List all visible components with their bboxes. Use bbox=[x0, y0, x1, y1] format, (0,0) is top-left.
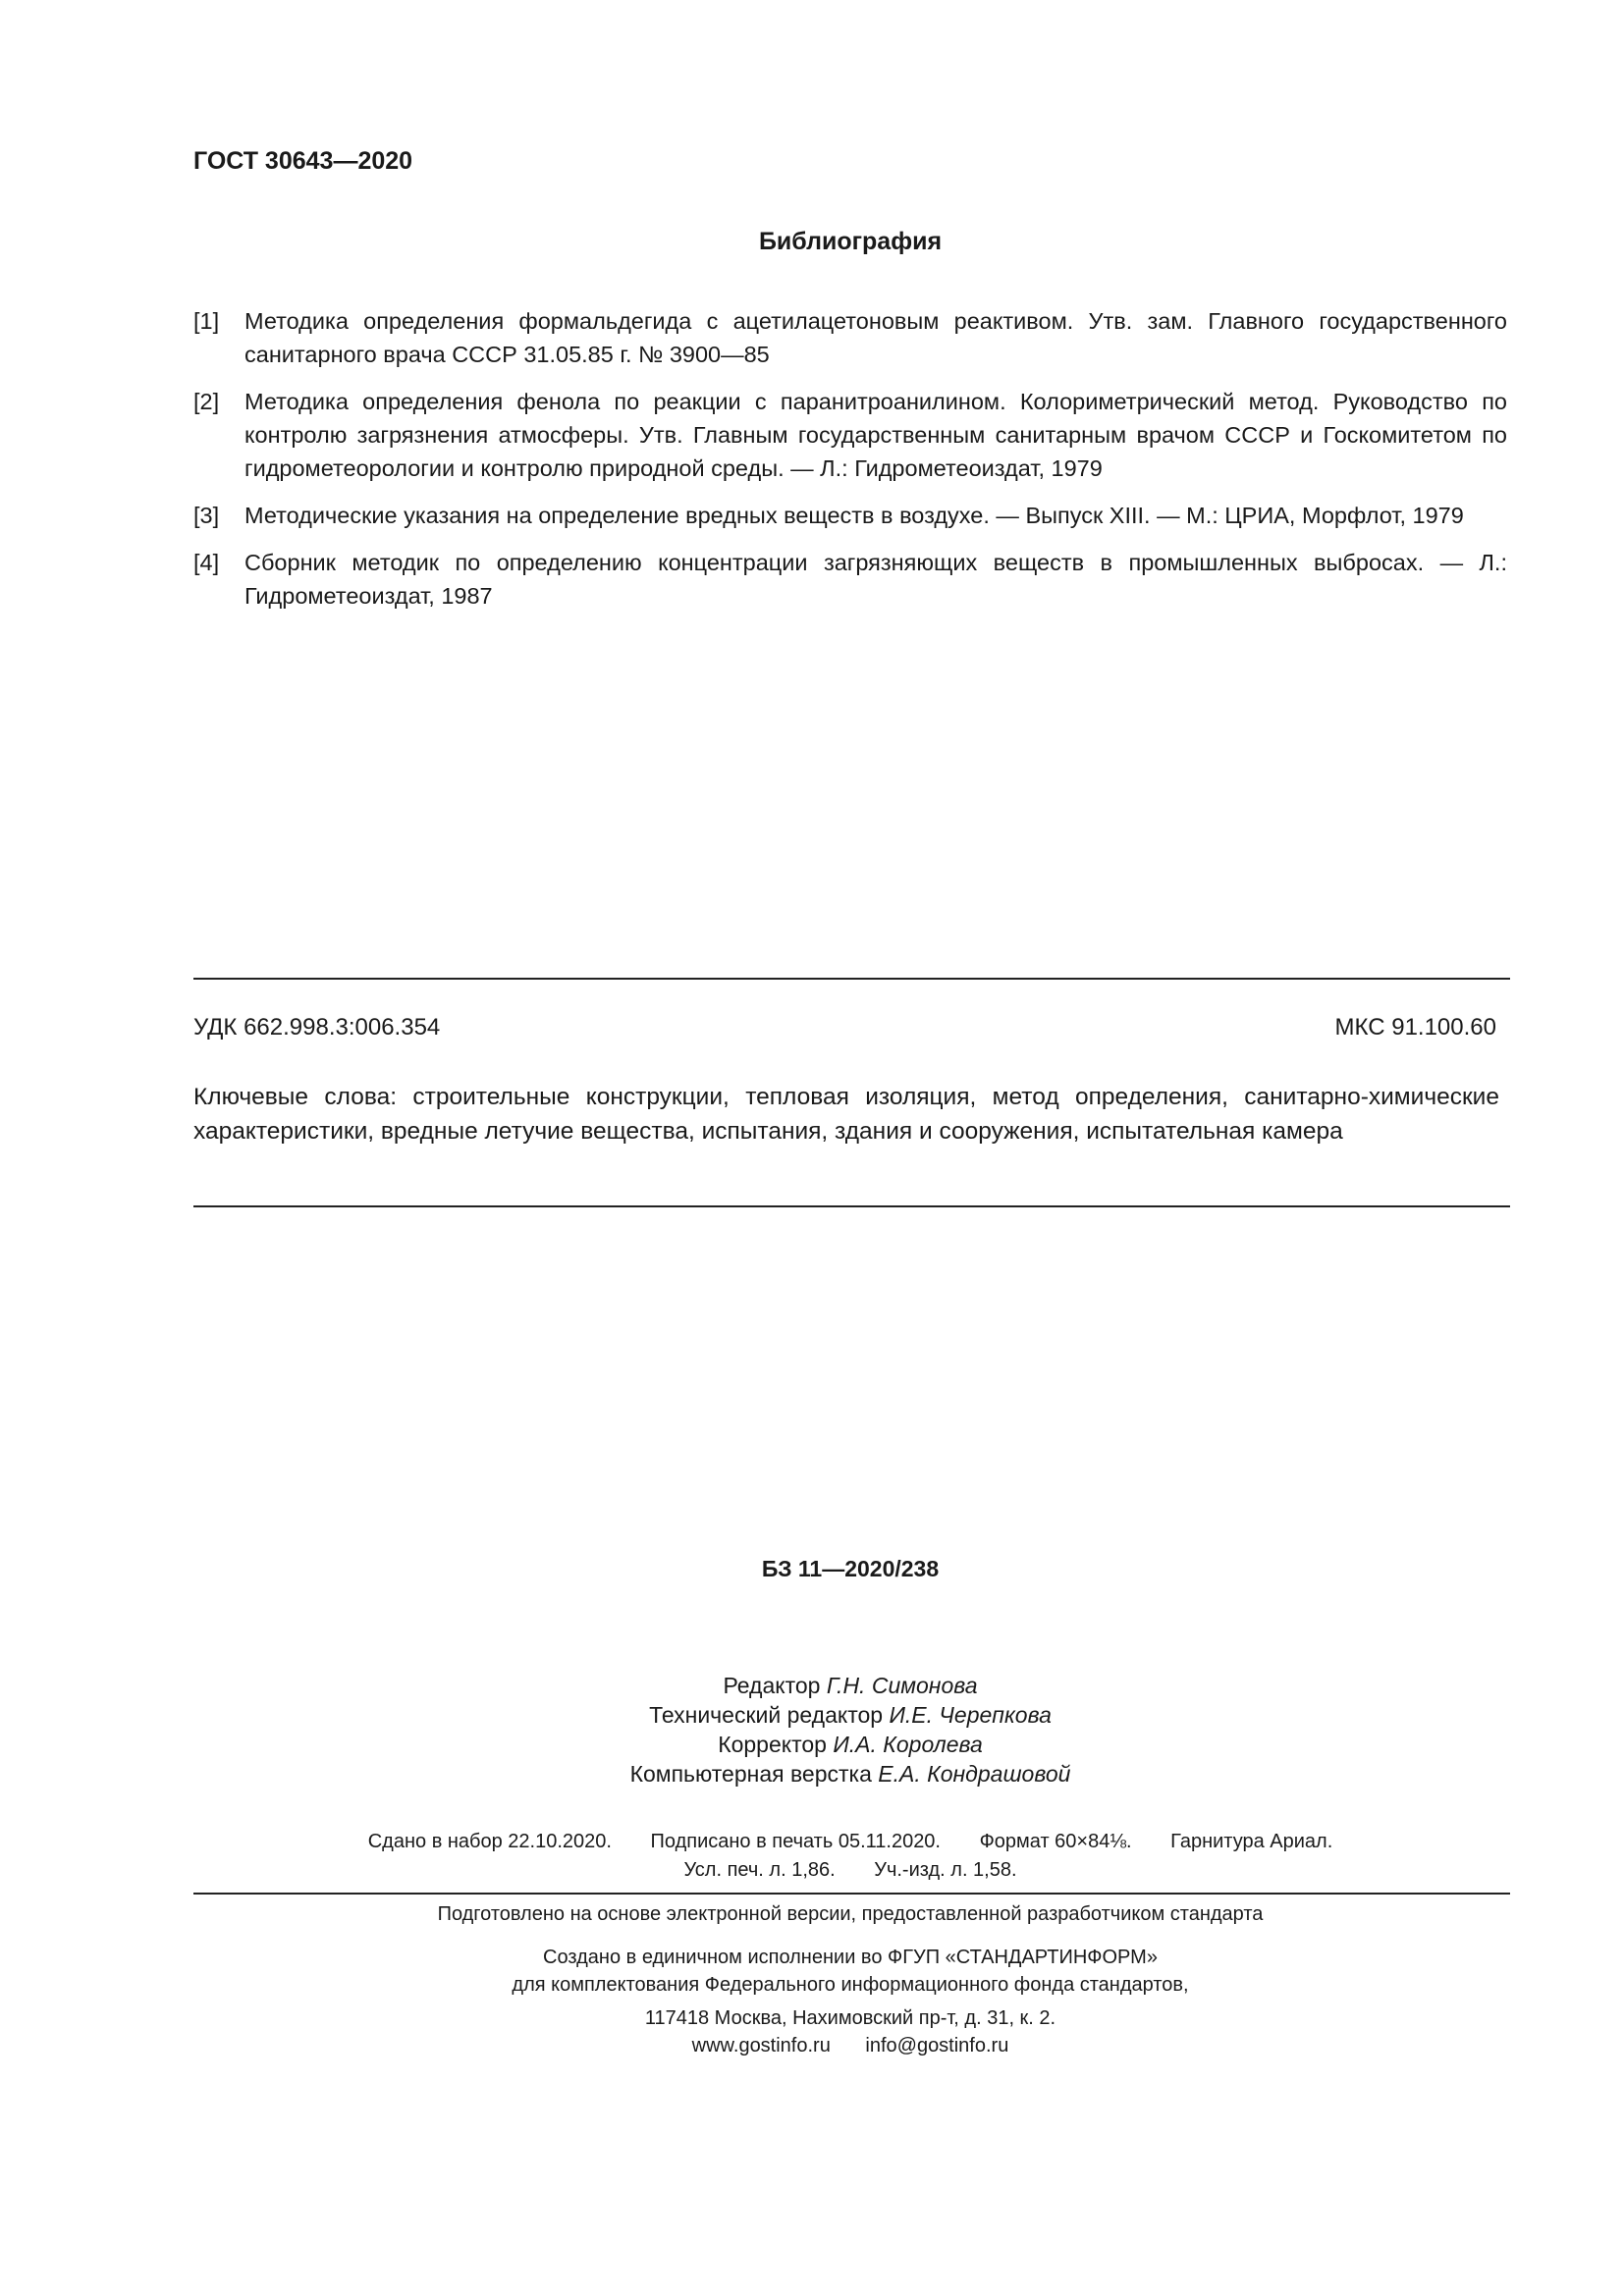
credit-name: Г.Н. Симонова bbox=[826, 1673, 978, 1698]
bibliography-item bbox=[193, 385, 1507, 485]
footer-site-link[interactable]: www.gostinfo.ru bbox=[691, 2035, 831, 2056]
document-id: ГОСТ 30643—2020 bbox=[193, 147, 413, 175]
footer-web bbox=[193, 2032, 1507, 2059]
bibliography-item-text: Методика определения фенола по реакции с паранитроанилином. Колориметрический метод. Руководство по контролю загрязнения атмосферы. Утв. Главным государственным санитарным врачом СССР и Госкомитетом по гидрометеорологии и контролю природной среды. — Л.: Гидрометеоиздат, 1979 bbox=[244, 389, 1507, 481]
credit-name: И.А. Королева bbox=[833, 1732, 983, 1757]
bibliography-item bbox=[193, 546, 1507, 613]
credit-role: Технический редактор bbox=[649, 1702, 884, 1728]
divider bbox=[193, 978, 1510, 980]
bibliography-item bbox=[193, 304, 1507, 371]
divider bbox=[193, 1205, 1510, 1207]
print-signed-date: Подписано в печать 05.11.2020. bbox=[650, 1831, 941, 1852]
bibliography-title: Библиография bbox=[758, 228, 943, 255]
footer-created bbox=[193, 1944, 1507, 1999]
bz-number: БЗ 11—2020/238 bbox=[761, 1556, 940, 1581]
credit-line bbox=[193, 1730, 1507, 1759]
footer-email-link[interactable]: info@gostinfo.ru bbox=[865, 2035, 1009, 2056]
credit-role: Редактор bbox=[723, 1673, 821, 1698]
divider bbox=[193, 1893, 1510, 1895]
credit-name: И.Е. Черепкова bbox=[889, 1702, 1052, 1728]
footer-contacts bbox=[193, 2004, 1507, 2059]
bibliography-item-number: [3] bbox=[193, 503, 220, 528]
bibliography-item-text: Сборник методик по определению концентрации загрязняющих веществ в промышленных выбросах. — Л.: Гидрометеоиздат, 1987 bbox=[244, 550, 1507, 609]
print-font: Гарнитура Ариал. bbox=[1170, 1831, 1333, 1852]
keywords: Ключевые слова: строительные конструкции, тепловая изоляция, метод определения, санитарно-химические характеристики, вредные летучие вещества, испытания, здания и сооружения, испытательная камера bbox=[193, 1084, 1499, 1145]
bibliography-item-number: [4] bbox=[193, 550, 220, 575]
footer-created-line-2: для комплектования Федерального информационного фонда стандартов, bbox=[512, 1974, 1189, 1996]
print-info-line bbox=[193, 1856, 1507, 1885]
bibliography-item-text: Методические указания на определение вредных веществ в воздухе. — Выпуск XIII. — М.: ЦРИА, Морфлот, 1979 bbox=[244, 503, 1464, 528]
credits bbox=[193, 1671, 1507, 1789]
footer-created-line-1: Создано в единичном исполнении во ФГУП «СТАНДАРТИНФОРМ» bbox=[543, 1947, 1158, 1968]
credit-role: Корректор bbox=[718, 1732, 827, 1757]
credit-line bbox=[193, 1671, 1507, 1700]
bibliography-item-number: [1] bbox=[193, 308, 220, 334]
bibliography-list bbox=[193, 304, 1507, 626]
credit-role: Компьютерная верстка bbox=[629, 1761, 872, 1787]
print-info-line bbox=[193, 1828, 1507, 1856]
print-format: Формат 60×84⅛. bbox=[979, 1831, 1132, 1852]
print-uch-sheets: Уч.-изд. л. 1,58. bbox=[874, 1859, 1017, 1881]
udk-code: УДК 662.998.3:006.354 bbox=[193, 1014, 441, 1041]
bibliography-item-text: Методика определения формальдегида с ацетилацетоновым реактивом. Утв. зам. Главного государственного санитарного врача СССР 31.05.85 г. № 3900—85 bbox=[244, 308, 1507, 367]
bibliography-item bbox=[193, 499, 1507, 532]
mks-code: МКС 91.100.60 bbox=[1334, 1014, 1496, 1041]
print-info bbox=[193, 1828, 1507, 1885]
credit-name: Е.А. Кондрашовой bbox=[878, 1761, 1071, 1787]
footer-address: 117418 Москва, Нахимовский пр-т, д. 31, к. 2. bbox=[644, 2007, 1056, 2029]
print-sent-date: Сдано в набор 22.10.2020. bbox=[367, 1831, 612, 1852]
footer-prepared: Подготовлено на основе электронной версии, предоставленной разработчиком стандарта bbox=[437, 1903, 1264, 1925]
credit-line bbox=[193, 1759, 1507, 1789]
credit-line bbox=[193, 1700, 1507, 1730]
print-usl-sheets: Усл. печ. л. 1,86. bbox=[683, 1859, 836, 1881]
bibliography-item-number: [2] bbox=[193, 389, 220, 414]
